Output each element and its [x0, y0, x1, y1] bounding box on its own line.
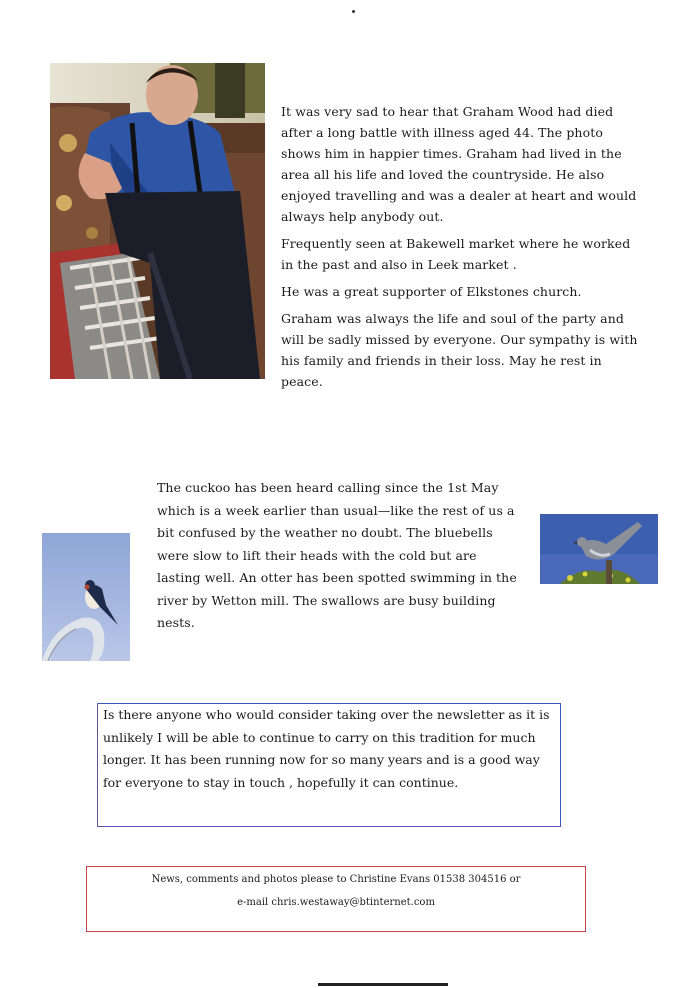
obituary-paragraph-4: Graham was always the life and soul of the party and will be sadly missed by everyone. Our sympathy is with his family and friends in their loss. May he rest in peace.: [281, 311, 638, 389]
page-mark: [352, 10, 355, 13]
obituary-paragraph-3: He was a great supporter of Elkstones church.: [281, 284, 582, 299]
swallow-photo-image: [42, 533, 130, 661]
obituary-paragraph-2: Frequently seen at Bakewell market where he worked in the past and also in Leek market .: [281, 236, 631, 272]
page-edge-mark: [318, 983, 448, 986]
nature-news-text: The cuckoo has been heard calling since the 1st May which is a week earlier than usual—like the rest of us a bit confused by the weather no doubt. The bluebells were slow to lift their heads with the cold but are lasting well. An otter has been spotted swimming in the river by Wetton mill. The swallows are busy building nests.: [157, 480, 517, 630]
photo-cuckoo: [540, 514, 658, 584]
newsletter-appeal-text: Is there anyone who would consider taking over the newsletter as it is unlikely I will be able to continue to carry on this tradition for much longer. It has been running now for so many years and is a good way for everyone to stay in touch , hopefully it can continue.: [103, 707, 550, 790]
person-photo-image: [50, 63, 265, 379]
contact-email-line[interactable]: e-mail chris.westaway@btinternet.com: [237, 897, 435, 908]
photo-swallow: [42, 533, 130, 661]
contact-line-1: News, comments and photos please to Christine Evans 01538 304516 or: [151, 874, 521, 885]
photo-graham-wood: [50, 63, 265, 379]
contact-box: [86, 866, 586, 932]
obituary-text: [281, 101, 641, 398]
cuckoo-photo-image: [540, 514, 658, 584]
newsletter-appeal-box: [97, 703, 561, 827]
obituary-paragraph-1: It was very sad to hear that Graham Wood had died after a long battle with illness aged 44. The photo shows him in happier times. Graham had lived in the area all his life and loved the countryside. He also enjoyed travelling and was a dealer at heart and would always help anybody out.: [281, 104, 637, 224]
